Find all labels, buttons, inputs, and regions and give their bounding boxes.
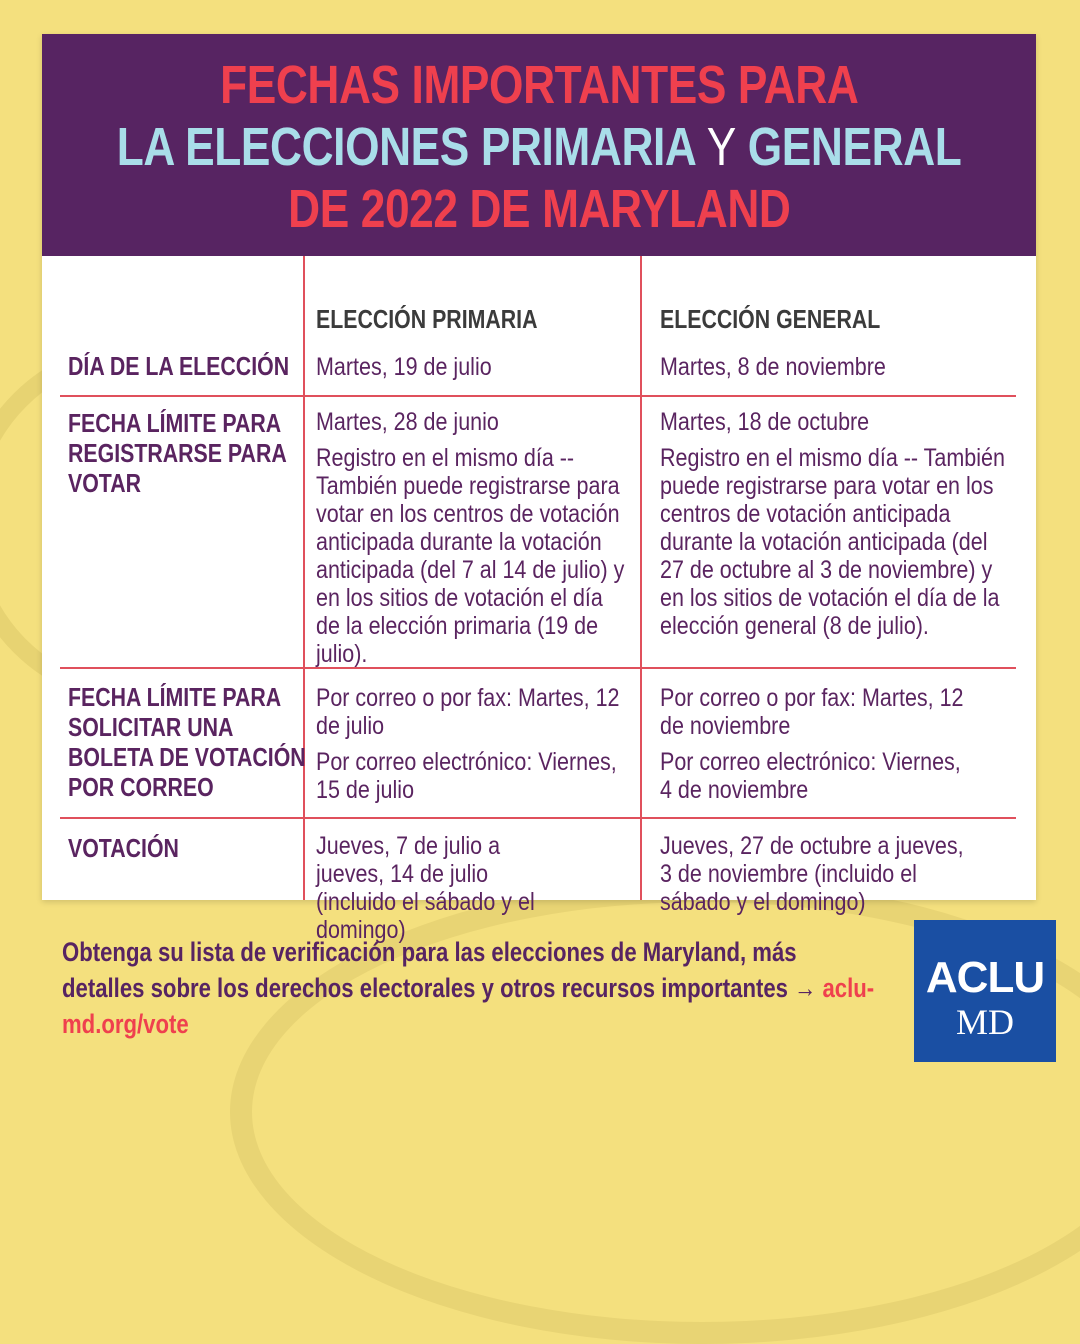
cell-primary-registration: [316, 408, 626, 676]
row-label-election-day: DÍA DE LA ELECCIÓN: [68, 351, 290, 381]
column-divider-1: [303, 256, 305, 900]
footer-text: Obtenga su lista de verificación para las elecciones de Maryland, más detalles sobre los derechos electorales y otros recursos importantes →: [62, 937, 817, 1003]
row-label-early-voting: VOTACIÓN: [68, 833, 179, 863]
aclu-md-logo: [914, 920, 1056, 1062]
cell-primary-election-day: [316, 353, 617, 389]
dates-table: [42, 256, 1036, 944]
cell-general-mail-ballot: [660, 684, 970, 812]
logo-line-2: MD: [955, 1002, 1014, 1042]
title-line-3: DE 2022 DE MARYLAND: [287, 179, 791, 239]
cell-general-registration: [660, 408, 1014, 648]
cell-text: Por correo electrónico: Viernes, 15 de julio: [316, 748, 617, 804]
column-header-general: ELECCIÓN GENERAL: [660, 304, 881, 334]
cell-text: Martes, 28 de junio: [316, 408, 499, 436]
cell-text: Registro en el mismo día -- También puede registrarse para votar en los centros de votación anticipada durante la votación anticipada (del 7 al 14 de julio) y en los sitios de votación el día de la elección primaria (19 de julio).: [316, 444, 625, 668]
cell-text: Martes, 18 de octubre: [660, 408, 870, 436]
cell-general-early-voting: [660, 832, 970, 924]
column-divider-2: [640, 256, 642, 900]
header-banner: [42, 34, 1036, 256]
cell-text: Registro en el mismo día -- También puede registrarse para votar en los centros de votación anticipada durante la votación anticipada (del 27 de octubre al 3 de noviembre) y en los sitios de votación el día de la elección general (8 de julio).: [660, 444, 1005, 640]
cell-general-election-day: [660, 353, 1021, 389]
title-line-2-a: LA ELECCIONES PRIMARIA: [116, 117, 695, 177]
cell-text: Por correo o por fax: Martes, 12 de noviembre: [660, 684, 964, 740]
cell-primary-mail-ballot: [316, 684, 626, 812]
cell-text: Martes, 8 de noviembre: [660, 353, 886, 381]
footer-message: [62, 934, 882, 1042]
info-card: [42, 34, 1036, 944]
title-line-2-b: Y: [706, 117, 736, 177]
column-header-primary: ELECCIÓN PRIMARIA: [316, 304, 538, 334]
footer-link[interactable]: aclu-md.org/vote: [62, 973, 875, 1039]
title-line-2: [117, 116, 962, 178]
title-line-1: FECHAS IMPORTANTES PARA: [219, 55, 859, 115]
cell-text: Por correo electrónico: Viernes, 4 de noviembre: [660, 748, 961, 804]
cell-text: Jueves, 7 de julio a jueves, 14 de julio (incluido el sábado y el domingo): [316, 832, 535, 944]
row-label-registration-deadline: FECHA LÍMITE PARA REGISTRARSE PARA VOTAR: [68, 408, 286, 498]
row-divider-1: [60, 395, 1016, 397]
logo-line-1: ACLU: [925, 953, 1045, 1002]
cell-text: Jueves, 27 de octubre a jueves, 3 de noviembre (incluido el sábado y el domingo): [660, 832, 964, 916]
cell-text: Por correo o por fax: Martes, 12 de julio: [316, 684, 620, 740]
cell-text: Martes, 19 de julio: [316, 353, 492, 381]
title-line-2-c: GENERAL: [747, 117, 962, 177]
row-divider-3: [60, 817, 1016, 819]
row-label-mail-ballot-deadline: FECHA LÍMITE PARA SOLICITAR UNA BOLETA DE VOTACIÓN POR CORREO: [68, 682, 306, 802]
